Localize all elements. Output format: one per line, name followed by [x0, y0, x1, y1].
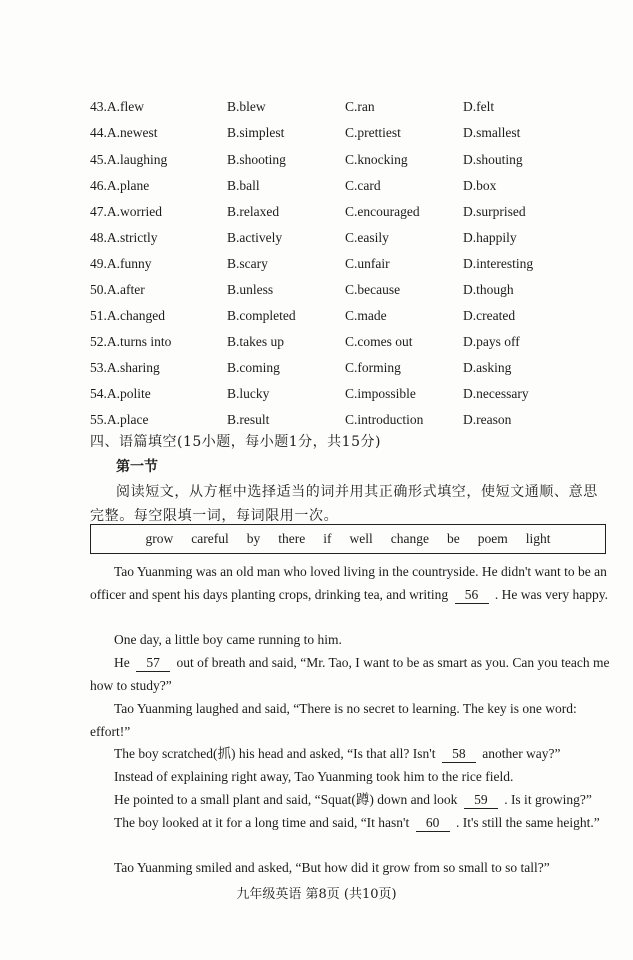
blank-59[interactable]: 59 — [464, 792, 498, 809]
option-choice: 48.A.strictly — [90, 230, 158, 245]
option-choice: C.unfair — [345, 256, 390, 271]
option-row — [0, 123, 633, 143]
option-choice: 45.A.laughing — [90, 152, 168, 167]
option-choice: C.forming — [345, 360, 401, 375]
option-choice: 47.A.worried — [90, 204, 162, 219]
option-choice: C.ran — [345, 99, 375, 114]
option-choice: B.relaxed — [227, 204, 280, 219]
paragraph-1: Tao Yuanming was an old man who loved living in the countryside. He didn't want to be an officer and spent his days planting crops, drinking tea, and writing 56 . He was very happy. — [90, 564, 609, 602]
paragraph-6: Instead of explaining right away, Tao Yuanming took him to the rice field. — [114, 769, 514, 784]
word-box-item: well — [349, 531, 373, 546]
option-choice: 53.A.sharing — [90, 360, 160, 375]
option-choice: D.shouting — [463, 152, 523, 167]
paragraph-4: Tao Yuanming laughed and said, “There is no secret to learning. The key is one word: effort!” — [90, 701, 577, 739]
word-box-item: if — [323, 531, 332, 546]
word-box-item: poem — [477, 531, 508, 546]
option-choice: B.scary — [227, 256, 268, 271]
option-choice: C.impossible — [345, 386, 416, 401]
option-choice: D.reason — [463, 412, 512, 427]
paragraph-7: He pointed to a small plant and said, “Squat(蹲) down and look 59 . Is it growing?” — [114, 792, 592, 807]
option-choice: B.unless — [227, 282, 274, 297]
option-choice: 54.A.polite — [90, 386, 151, 401]
option-choice: C.introduction — [345, 412, 424, 427]
word-box-item: by — [246, 531, 261, 546]
option-choice: D.smallest — [463, 125, 521, 140]
paragraph-9: Tao Yuanming smiled and asked, “But how did it grow from so small to so tall?” — [114, 860, 550, 875]
option-choice: C.easily — [345, 230, 389, 245]
option-choice: B.result — [227, 412, 270, 427]
word-box-item: be — [446, 531, 460, 546]
page-footer: 九年级英语 第8页 (共10页) — [236, 887, 397, 902]
option-row — [0, 228, 633, 248]
option-choice: B.takes up — [227, 334, 284, 349]
option-choice: 44.A.newest — [90, 125, 158, 140]
option-choice: C.because — [345, 282, 401, 297]
option-row — [0, 280, 633, 300]
paragraph-8: The boy looked at it for a long time and said, “It hasn't 60 . It's still the same height.” — [114, 815, 600, 830]
option-row — [0, 97, 633, 117]
option-choice: C.card — [345, 178, 381, 193]
paragraph-3: He 57 out of breath and said, “Mr. Tao, I want to be as smart as you. Can you teach me how to study?” — [90, 655, 610, 693]
option-choice: D.surprised — [463, 204, 526, 219]
option-choice: B.shooting — [227, 152, 286, 167]
word-box-item: light — [525, 531, 551, 546]
section-heading: 四、语篇填空(15小题，每小题1分，共15分) — [90, 434, 381, 450]
option-row — [0, 410, 633, 430]
option-choice: D.interesting — [463, 256, 534, 271]
blank-57[interactable]: 57 — [136, 655, 170, 672]
option-choice: D.created — [463, 308, 516, 323]
subsection-title: 第一节 — [116, 459, 158, 475]
blank-56[interactable]: 56 — [455, 587, 489, 604]
option-row — [0, 150, 633, 170]
option-row — [0, 254, 633, 274]
option-row — [0, 384, 633, 404]
option-choice: C.knocking — [345, 152, 408, 167]
option-choice: 51.A.changed — [90, 308, 165, 323]
option-row — [0, 306, 633, 326]
option-choice: 43.A.flew — [90, 99, 144, 114]
option-choice: C.prettiest — [345, 125, 401, 140]
option-row — [0, 176, 633, 196]
option-choice: B.coming — [227, 360, 280, 375]
option-choice: D.pays off — [463, 334, 520, 349]
option-choice: C.encouraged — [345, 204, 420, 219]
instructions: 阅读短文，从方框中选择适当的词并用其正确形式填空，使短文通顺、意思完整。每空限填一词，每词限用一次。 — [90, 484, 598, 524]
option-choice: B.lucky — [227, 386, 270, 401]
word-box — [90, 524, 606, 554]
blank-58[interactable]: 58 — [442, 746, 476, 763]
option-choice: B.simplest — [227, 125, 285, 140]
option-choice: B.blew — [227, 99, 266, 114]
paragraph-2: One day, a little boy came running to him. — [114, 632, 342, 647]
option-choice: D.happily — [463, 230, 517, 245]
word-box-item: there — [278, 531, 306, 546]
option-row — [0, 358, 633, 378]
option-choice: 52.A.turns into — [90, 334, 172, 349]
option-row — [0, 202, 633, 222]
option-choice: 50.A.after — [90, 282, 145, 297]
option-choice: 49.A.funny — [90, 256, 152, 271]
option-row — [0, 332, 633, 352]
option-choice: B.completed — [227, 308, 296, 323]
word-box-item: careful — [191, 531, 229, 546]
word-box-item: change — [390, 531, 429, 546]
option-choice: C.comes out — [345, 334, 413, 349]
option-choice: B.ball — [227, 178, 260, 193]
paragraph-5: The boy scratched(抓) his head and asked, “Is that all? Isn't 58 another way?” — [114, 746, 561, 761]
option-choice: B.actively — [227, 230, 283, 245]
blank-60[interactable]: 60 — [416, 815, 450, 832]
option-choice: D.asking — [463, 360, 512, 375]
option-choice: 55.A.place — [90, 412, 149, 427]
option-choice: C.made — [345, 308, 387, 323]
option-choice: D.felt — [463, 99, 495, 114]
option-choice: D.box — [463, 178, 497, 193]
word-box-item: grow — [145, 531, 174, 546]
option-choice: D.though — [463, 282, 514, 297]
option-choice: 46.A.plane — [90, 178, 150, 193]
option-choice: D.necessary — [463, 386, 529, 401]
